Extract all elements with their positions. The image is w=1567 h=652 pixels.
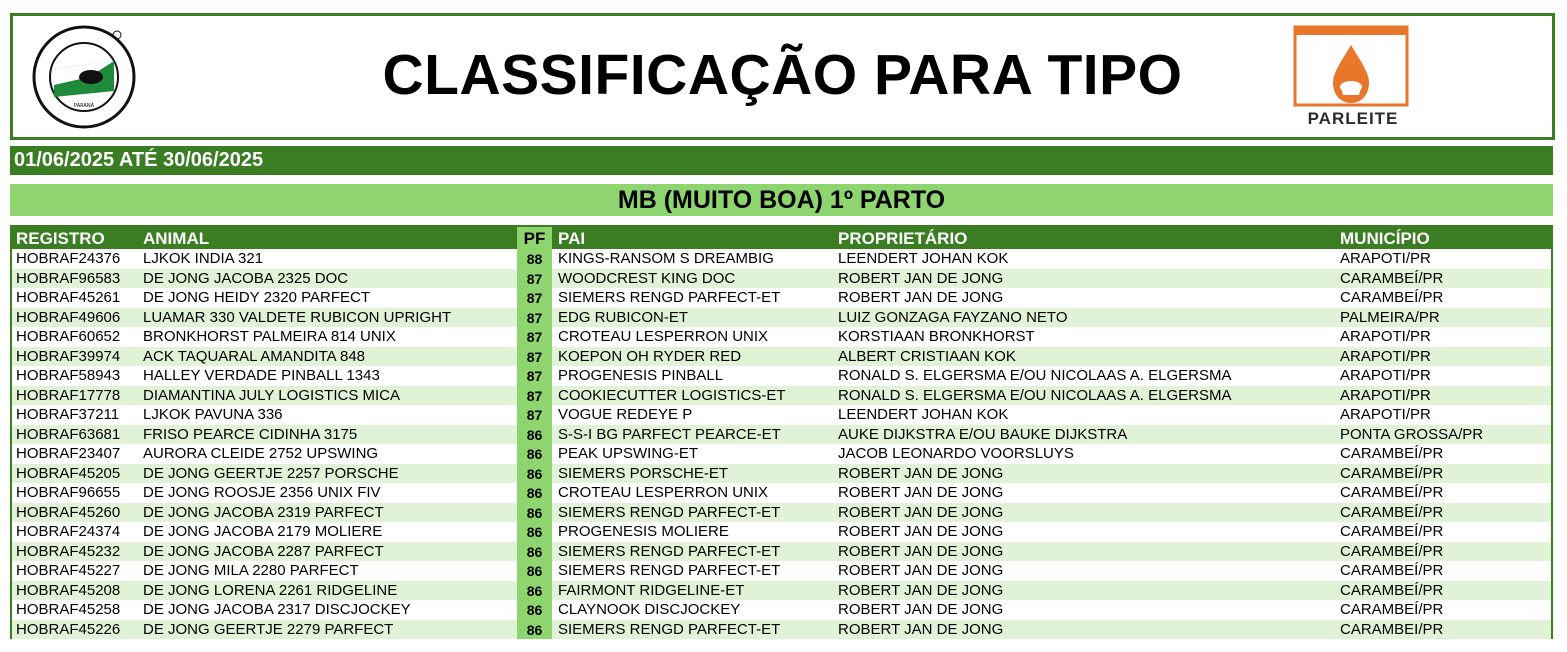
cell-proprietario: KORSTIAAN BRONKHORST (838, 328, 1035, 345)
cell-pai: CLAYNOOK DISCJOCKEY (558, 601, 741, 618)
cell-pf: 87 (517, 386, 552, 406)
cell-pf: 86 (517, 620, 552, 640)
svg-text:PARANÁ: PARANÁ (74, 103, 94, 109)
cell-registro: HOBRAF58943 (16, 367, 121, 384)
cell-pai: SIEMERS RENGD PARFECT-ET (558, 542, 781, 560)
cell-animal: DE JONG JACOBA 2319 PARFECT (143, 503, 384, 521)
cell-proprietario: ROBERT JAN DE JONG (838, 484, 1004, 501)
cell-proprietario: ROBERT JAN DE JONG (838, 289, 1004, 306)
cell-proprietario: LEENDERT JOHAN KOK (838, 250, 1009, 267)
cell-pai: SIEMERS RENGD PARFECT-ET (558, 289, 781, 306)
cell-proprietario: ROBERT JAN DE JONG (838, 562, 1004, 579)
cell-pai: COOKIECUTTER LOGISTICS-ET (558, 386, 786, 404)
cell-animal: DE JONG JACOBA 2287 PARFECT (143, 542, 384, 560)
cell-animal: BRONKHORST PALMEIRA 814 UNIX (143, 328, 396, 345)
col-header-proprietario: PROPRIETÁRIO (838, 229, 968, 248)
table-row (12, 581, 1551, 601)
cell-pf: 86 (517, 425, 552, 445)
col-header-municipio: MUNICÍPIO (1340, 229, 1430, 248)
cell-proprietario: ROBERT JAN DE JONG (838, 601, 1004, 618)
cell-animal: LJKOK INDIA 321 (143, 250, 264, 267)
cell-pai: EDG RUBICON-ET (558, 308, 689, 326)
cell-pai: KOEPON OH RYDER RED (558, 347, 742, 365)
table-row (12, 464, 1551, 484)
cell-proprietario: ROBERT JAN DE JONG (838, 269, 1004, 287)
table-row (12, 561, 1551, 581)
cell-animal: HALLEY VERDADE PINBALL 1343 (143, 367, 380, 384)
cell-municipio: ARAPOTI/PR (1340, 347, 1431, 365)
cell-municipio: CARAMBEÍ/PR (1340, 484, 1444, 501)
cell-municipio: CARAMBEÍ/PR (1340, 289, 1444, 306)
cell-registro: HOBRAF37211 (16, 406, 120, 423)
table-row (12, 308, 1551, 328)
period-bar: 01/06/2025 ATÉ 30/06/2025 (10, 146, 1553, 175)
table-row (12, 483, 1551, 503)
cell-pai: KINGS-RANSOM S DREAMBIG (558, 250, 774, 267)
cell-proprietario: ROBERT JAN DE JONG (838, 464, 1004, 482)
table-row (12, 620, 1551, 640)
table-row (12, 522, 1551, 542)
cell-municipio: CARAMBEI/PR (1340, 620, 1444, 638)
parleite-logo (1291, 25, 1415, 129)
cell-animal: DIAMANTINA JULY LOGISTICS MICA (143, 386, 400, 404)
cell-registro: HOBRAF96655 (16, 484, 121, 501)
cell-pf: 87 (517, 347, 552, 367)
table-row (12, 288, 1551, 308)
cell-proprietario: ROBERT JAN DE JONG (838, 503, 1004, 521)
cell-municipio: PALMEIRA/PR (1340, 308, 1440, 326)
table-row (12, 269, 1551, 289)
table-row (12, 425, 1551, 445)
cell-municipio: PONTA GROSSA/PR (1340, 425, 1484, 443)
cell-municipio: CARAMBEÍ/PR (1340, 581, 1444, 599)
cell-registro: HOBRAF24376 (16, 250, 121, 267)
cell-registro: HOBRAF24374 (16, 523, 121, 540)
report-header (10, 13, 1555, 140)
cell-animal: DE JONG GEERTJE 2257 PORSCHE (143, 464, 399, 482)
cell-proprietario: LEENDERT JOHAN KOK (838, 406, 1009, 423)
page-title: CLASSIFICAÇÃO PARA TIPO (382, 43, 1183, 107)
cell-proprietario: JACOB LEONARDO VOORSLUYS (838, 445, 1074, 462)
cell-pf: 87 (517, 366, 552, 386)
table-row (12, 444, 1551, 464)
col-header-animal: ANIMAL (143, 229, 210, 248)
cell-pai: PROGENESIS PINBALL (558, 367, 724, 384)
col-header-registro: REGISTRO (16, 229, 105, 248)
cell-registro: HOBRAF49606 (16, 308, 121, 326)
cell-municipio: CARAMBEÍ/PR (1340, 464, 1444, 482)
cell-animal: DE JONG HEIDY 2320 PARFECT (143, 289, 371, 306)
cell-registro: HOBRAF45227 (16, 562, 121, 579)
cell-registro: HOBRAF39974 (16, 347, 121, 365)
parleite-logo-text: PARLEITE (1307, 109, 1399, 128)
cell-animal: LUAMAR 330 VALDETE RUBICON UPRIGHT (143, 308, 452, 326)
cell-pf: 86 (517, 561, 552, 581)
cell-pai: PEAK UPSWING-ET (558, 445, 699, 462)
cell-pai: SIEMERS RENGD PARFECT-ET (558, 503, 781, 521)
cell-municipio: ARAPOTI/PR (1340, 406, 1431, 423)
table-body (12, 249, 1551, 639)
cell-pf: 87 (517, 288, 552, 308)
cell-pf: 86 (517, 581, 552, 601)
cell-animal: DE JONG JACOBA 2317 DISCJOCKEY (143, 601, 411, 618)
table-header (12, 227, 1551, 249)
cell-proprietario: ALBERT CRISTIAAN KOK (838, 347, 1016, 365)
cell-municipio: CARAMBEÍ/PR (1340, 562, 1444, 579)
cell-pf: 88 (517, 249, 552, 269)
cell-proprietario: AUKE DIJKSTRA E/OU BAUKE DIJKSTRA (838, 425, 1128, 443)
table-row (12, 366, 1551, 386)
cell-pf: 86 (517, 542, 552, 562)
cell-registro: HOBRAF45260 (16, 503, 121, 521)
cell-pai: CROTEAU LESPERRON UNIX (558, 484, 769, 501)
cell-proprietario: ROBERT JAN DE JONG (838, 581, 1004, 599)
cell-registro: HOBRAF45258 (16, 601, 121, 618)
cell-municipio: ARAPOTI/PR (1340, 386, 1431, 404)
cell-animal: DE JONG ROOSJE 2356 UNIX FIV (143, 484, 381, 501)
cell-pai: VOGUE REDEYE P (558, 406, 693, 423)
cell-pf: 87 (517, 327, 552, 347)
table-row (12, 327, 1551, 347)
classification-table (10, 225, 1553, 639)
cell-pai: SIEMERS RENGD PARFECT-ET (558, 562, 781, 579)
cell-pf: 86 (517, 600, 552, 620)
cell-pf: 86 (517, 483, 552, 503)
cell-animal: DE JONG GEERTJE 2279 PARFECT (143, 620, 394, 638)
cell-animal: DE JONG LORENA 2261 RIDGELINE (143, 581, 398, 599)
table-row (12, 503, 1551, 523)
col-header-pai: PAI (558, 229, 586, 248)
cell-animal: ACK TAQUARAL AMANDITA 848 (143, 347, 366, 365)
cell-animal: LJKOK PAVUNA 336 (143, 406, 283, 423)
cell-municipio: ARAPOTI/PR (1340, 367, 1431, 384)
cell-animal: DE JONG JACOBA 2179 MOLIERE (143, 523, 383, 540)
cell-proprietario: ROBERT JAN DE JONG (838, 542, 1004, 560)
cell-animal: FRISO PEARCE CIDINHA 3175 (143, 425, 358, 443)
cell-municipio: CARAMBEÍ/PR (1340, 601, 1444, 618)
cell-municipio: ARAPOTI/PR (1340, 328, 1431, 345)
table-row (12, 347, 1551, 367)
cell-pai: S-S-I BG PARFECT PEARCE-ET (558, 425, 781, 443)
cell-registro: HOBRAF63681 (16, 425, 121, 443)
cell-registro: HOBRAF23407 (16, 445, 121, 462)
cell-animal: DE JONG JACOBA 2325 DOC (143, 269, 349, 287)
table-row (12, 386, 1551, 406)
table-row (12, 600, 1551, 620)
cell-registro: HOBRAF45226 (16, 620, 121, 638)
cell-pf: 86 (517, 522, 552, 542)
cell-pai: SIEMERS PORSCHE-ET (558, 464, 729, 482)
cell-animal: DE JONG MILA 2280 PARFECT (143, 562, 359, 579)
cell-municipio: CARAMBEÍ/PR (1340, 269, 1444, 287)
cell-pf: 86 (517, 444, 552, 464)
cell-proprietario: ROBERT JAN DE JONG (838, 620, 1004, 638)
cell-pai: PROGENESIS MOLIERE (558, 523, 729, 540)
table-row (12, 405, 1551, 425)
cell-pai: SIEMERS RENGD PARFECT-ET (558, 620, 781, 638)
table-row (12, 249, 1551, 269)
cell-pf: 86 (517, 464, 552, 484)
category-title: MB (MUITO BOA) 1º PARTO (10, 184, 1553, 216)
cell-pai: CROTEAU LESPERRON UNIX (558, 328, 769, 345)
cell-pai: FAIRMONT RIDGELINE-ET (558, 581, 745, 599)
cell-municipio: CARAMBEÍ/PR (1340, 542, 1444, 560)
cell-registro: HOBRAF17778 (16, 386, 121, 404)
cell-registro: HOBRAF96583 (16, 269, 121, 287)
cell-animal: AURORA CLEIDE 2752 UPSWING (143, 445, 379, 462)
cell-proprietario: RONALD S. ELGERSMA E/OU NICOLAAS A. ELGERSMA (838, 386, 1232, 404)
cell-pf: 87 (517, 269, 552, 289)
cell-municipio: CARAMBEÍ/PR (1340, 503, 1444, 521)
cell-municipio: CARAMBEÍ/PR (1340, 523, 1444, 540)
cell-pf: 86 (517, 503, 552, 523)
cell-registro: HOBRAF60652 (16, 328, 121, 345)
cell-pf: 87 (517, 308, 552, 328)
cell-registro: HOBRAF45208 (16, 581, 121, 599)
cell-proprietario: LUIZ GONZAGA FAYZANO NETO (838, 308, 1068, 326)
parleite-logo-icon (1291, 25, 1415, 109)
cell-pf: 87 (517, 405, 552, 425)
cell-registro: HOBRAF45261 (16, 289, 121, 306)
cell-municipio: CARAMBEÍ/PR (1340, 445, 1444, 462)
cell-pai: WOODCREST KING DOC (558, 269, 736, 287)
cell-registro: HOBRAF45232 (16, 542, 121, 560)
cell-registro: HOBRAF45205 (16, 464, 121, 482)
cell-municipio: ARAPOTI/PR (1340, 250, 1431, 267)
col-header-pf: PF (517, 227, 552, 249)
cell-proprietario: ROBERT JAN DE JONG (838, 523, 1004, 540)
cell-proprietario: RONALD S. ELGERSMA E/OU NICOLAAS A. ELGERSMA (838, 367, 1232, 384)
table-row (12, 542, 1551, 562)
